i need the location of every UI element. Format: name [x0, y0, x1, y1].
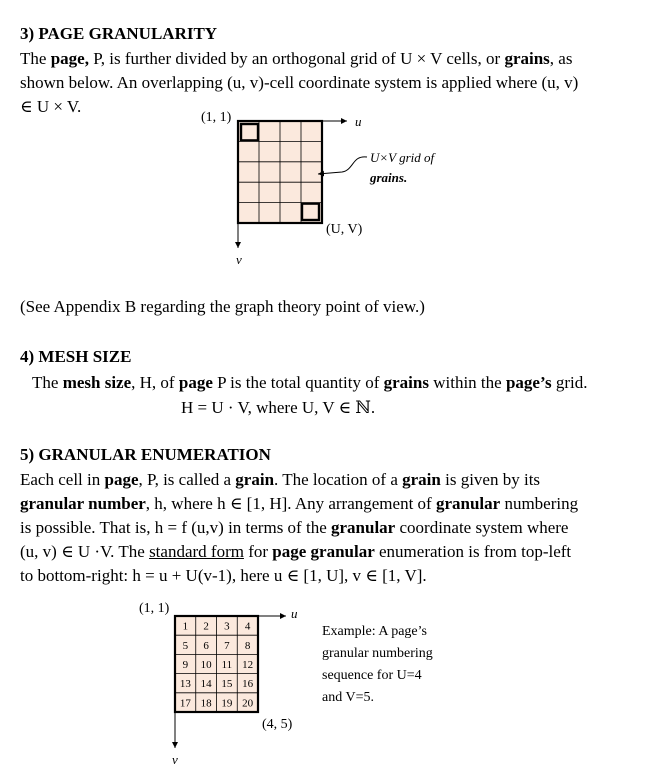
v-axis-label: v [236, 252, 242, 267]
section-5-heading: 5) GRANULAR ENUMERATION [20, 445, 271, 464]
term-mesh-size: mesh size [62, 373, 132, 392]
grain-number: 19 [221, 697, 233, 710]
text-run: is possible. That is, h = f (u,v) in terms of the [20, 518, 327, 537]
text-run: Each cell in [20, 470, 101, 489]
text-run: , h, where h ∈ [1, H]. Any arrangement of [145, 494, 432, 513]
caption-line: granular numbering [322, 646, 433, 661]
text-run: P, is further divided by an orthogonal grid of U × V cells, or [88, 49, 501, 68]
text-run: for [243, 542, 269, 561]
mesh-size-formula: H = U · V, where U, V ∈ ℕ. [181, 398, 376, 417]
text-run: within the [428, 373, 502, 392]
caption-line: and V=5. [322, 690, 374, 705]
callout-line-1: U×V grid of [370, 150, 435, 165]
appendix-note: (See Appendix B regarding the graph theory point of view.) [20, 297, 425, 316]
caption-line: sequence for U=4 [322, 668, 422, 683]
end-label: (U, V) [326, 222, 363, 237]
text-run: grid. [551, 373, 588, 392]
text-run: , as [549, 49, 573, 68]
grain-number: 11 [221, 659, 233, 671]
grain-number: 20 [242, 697, 254, 710]
origin-label: (1, 1) [201, 110, 232, 125]
text-run: , P, is called a [138, 470, 232, 489]
grain-number: 6 [203, 639, 209, 652]
grain-number: 5 [182, 639, 189, 652]
term-granular-number: granular number [20, 494, 146, 513]
paragraph-line: to bottom-right: h = u + U(v-1), here u ∈ [1, U], v ∈ [1, V]. [20, 566, 427, 585]
grain-number: 13 [179, 678, 191, 691]
text-run: (u, v) ∈ U ·V. The [20, 542, 145, 561]
origin-label: (1, 1) [139, 601, 170, 616]
grain-number: 16 [242, 678, 254, 691]
example-caption [322, 621, 433, 709]
grain-number: 8 [244, 639, 251, 652]
grain-number: 3 [224, 620, 230, 633]
text-run: , H, of [131, 373, 175, 392]
text-run: enumeration is from top-left [374, 542, 572, 561]
term-granular: granular [435, 494, 501, 513]
caption-line: Example: A page’s [322, 624, 427, 639]
text-run: . The location of a [274, 470, 398, 489]
u-axis-label: u [355, 114, 362, 129]
text-run: P is the total quantity of [212, 373, 380, 392]
text-run: is given by its [440, 470, 541, 489]
text-run: coordinate system where [395, 518, 569, 537]
term-page: page [104, 470, 139, 489]
term-page-granular: page granular [272, 542, 375, 561]
grain-number: 18 [200, 697, 212, 710]
text-run: The [20, 49, 47, 68]
term-granular: granular [331, 518, 396, 537]
text-run: The [32, 373, 59, 392]
grain-number: 7 [224, 639, 230, 652]
grain-number: 12 [242, 659, 254, 671]
section-3-heading: 3) PAGE GRANULARITY [20, 24, 218, 43]
v-axis-label: v [172, 752, 178, 767]
grain-number: 14 [200, 678, 212, 691]
term-grain: grain [402, 470, 441, 489]
term-page: page, [50, 49, 89, 68]
end-label: (4, 5) [262, 717, 293, 732]
callout-line-2: grains. [370, 170, 408, 185]
term-grains: grains [504, 49, 550, 68]
term-standard-form: standard form [149, 542, 244, 561]
grain-number: 9 [182, 659, 189, 671]
grain-number: 2 [203, 620, 209, 633]
text-run: numbering [500, 494, 579, 513]
grain-number: 17 [179, 697, 191, 710]
grain-number: 15 [221, 678, 233, 691]
section-4-heading: 4) MESH SIZE [20, 347, 132, 366]
paragraph-line: ∈ U × V. [20, 97, 82, 116]
u-axis-label: u [291, 606, 298, 621]
grain-number: 1 [182, 620, 189, 633]
paragraph-line: shown below. An overlapping (u, v)-cell coordinate system is applied where (u, v) [20, 73, 579, 92]
term-pages: page’s [505, 373, 552, 392]
term-page: page [178, 373, 213, 392]
grain-number: 10 [200, 659, 212, 671]
term-grains: grains [383, 373, 429, 392]
term-grain: grain [235, 470, 275, 489]
grain-number: 4 [244, 620, 251, 633]
